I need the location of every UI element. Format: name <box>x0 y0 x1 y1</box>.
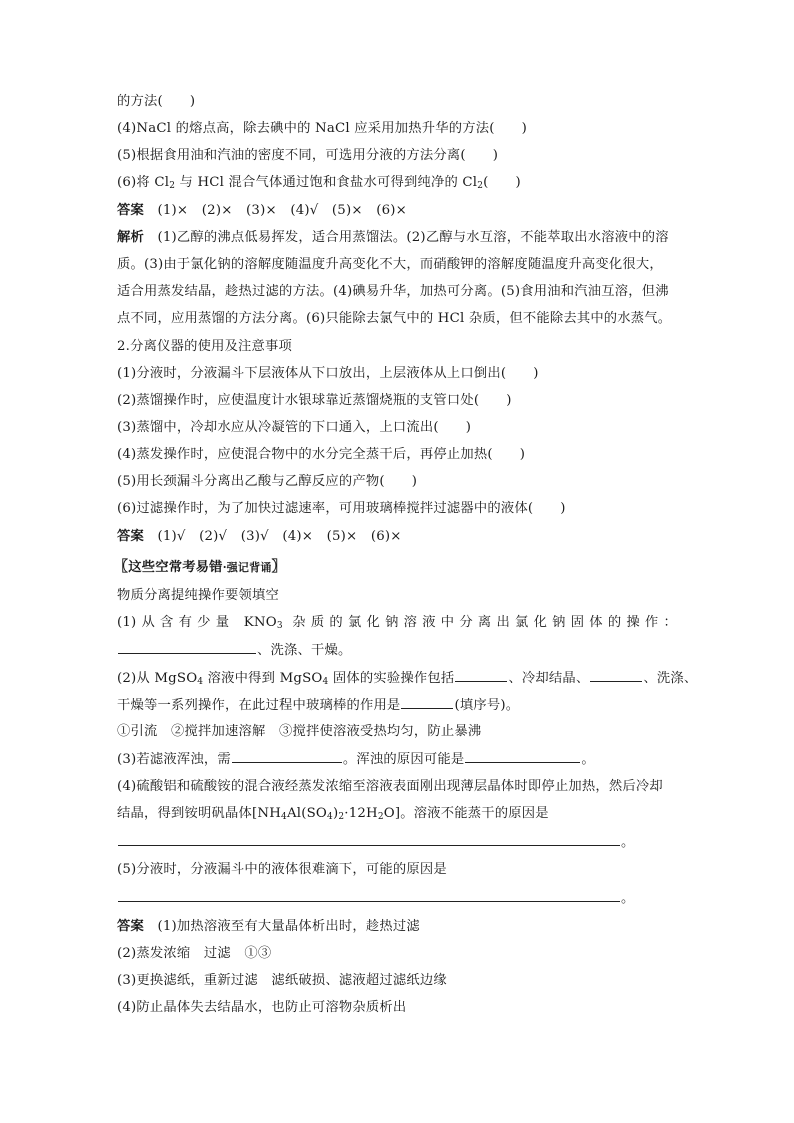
q1-item-6-part-b: 与 HCl 混合气体通过饱和食盐水可得到纯净的 Cl <box>175 175 478 190</box>
q1-item-6-part-a: (6)将 Cl <box>117 175 170 190</box>
q2-item-5: (5)用长颈漏斗分离出乙酸与乙醇反应的产物( ) <box>117 474 418 489</box>
fill-item-3-part-b: 。浑浊的原因可能是 <box>342 752 465 767</box>
q1-line-method: 的方法( ) <box>117 94 196 109</box>
subscript: 4 <box>281 812 287 822</box>
fill-answer-3: (3)更换滤纸，重新过滤 滤纸破损、滤液超过滤纸边缘 <box>117 973 447 988</box>
fill-item-5-line-1: (5)分液时，分液漏斗中的液体很难滴下，可能的原因是 <box>117 862 447 877</box>
fill-item-3-part-a: (3)若滤液浑浊，需 <box>117 752 231 767</box>
subscript: 4 <box>322 677 329 687</box>
section-dot: · <box>222 561 227 574</box>
subscript: 3 <box>276 621 283 631</box>
q1-item-5: (5)根据食用油和汽油的密度不同，可选用分液的方法分离( ) <box>117 148 499 163</box>
q2-answer <box>117 528 402 546</box>
fill-item-1-line-2 <box>117 641 351 660</box>
answer-text: (1)加热溶液至有大量晶体析出时，趁热过滤 <box>157 919 420 934</box>
answer-label: 答案 <box>117 203 144 218</box>
q2-item-1: (1)分液时，分液漏斗下层液体从下口放出，上层液体从上口倒出( ) <box>117 366 539 381</box>
q1-item-6 <box>117 174 521 195</box>
fill-item-3 <box>117 750 595 769</box>
fill-item-5-end: 。 <box>621 891 635 906</box>
q1-analysis-line-1 <box>117 229 669 247</box>
answer-label: 答案 <box>117 919 144 934</box>
fill-item-2-part-d: 、冷却结晶、 <box>508 671 590 686</box>
answer-blank[interactable] <box>118 641 256 654</box>
fill-item-2-part-f: 干燥等一系列操作，在此过程中玻璃棒的作用是 <box>117 698 401 713</box>
fill-item-4-end: 。 <box>621 835 635 850</box>
q2-title: 2.分离仪器的使用及注意事项 <box>117 339 293 354</box>
subscript: 4 <box>197 677 204 687</box>
answer-text: (1)× (2)× (3)× (4)√ (5)× (6)× <box>157 203 407 218</box>
answer-blank[interactable] <box>232 750 342 763</box>
q1-item-4: (4)NaCl 的熔点高，除去碘中的 NaCl 应采用加热升华的方法( ) <box>117 121 527 136</box>
fill-item-4-line-1: (4)硫酸铝和硫酸铵的混合液经蒸发浓缩至溶液表面刚出现薄层晶体时即停止加热，然后冷却 <box>117 779 663 794</box>
analysis-label: 解析 <box>117 230 144 245</box>
bracket-close: 〗 <box>271 559 286 575</box>
section-heading <box>114 558 286 577</box>
fill-item-4-part-b: 结晶，得到铵明矾晶体[NH <box>117 806 281 821</box>
section-subtitle: 强记背诵 <box>226 561 272 574</box>
fill-item-4-part-f: O]。溶液不能蒸干的原因是 <box>383 806 549 821</box>
subscript: 4 <box>327 812 333 822</box>
fill-item-4-line-2 <box>117 805 549 826</box>
fill-item-2-line-1 <box>117 669 697 691</box>
subscript: 2 <box>338 812 345 822</box>
fill-item-5-line-2 <box>117 889 635 908</box>
fill-answer-2: (2)蒸发浓缩 过滤 ①③ <box>117 946 272 961</box>
q2-item-2: (2)蒸馏操作时，应使温度计水银球靠近蒸馏烧瓶的支管口处( ) <box>117 393 512 408</box>
fill-item-1-line-1 <box>117 614 677 635</box>
answer-blank[interactable] <box>118 889 620 902</box>
fill-answer-1 <box>117 918 420 936</box>
fill-item-1-part-c: 、洗涤、干燥。 <box>257 643 352 658</box>
q1-analysis-line-4: 点不同，应用蒸馏的方法分离。(6)只能除去氯气中的 HCl 杂质，但不能除去其中的水蒸气。 <box>117 311 672 326</box>
fill-item-4-part-d: ) <box>332 806 339 821</box>
fill-item-2-part-e: 、洗涤、 <box>643 671 698 686</box>
fill-item-1-part-b: 杂质的氯化钠溶液中分离出氯化钠固体的操作： <box>292 615 677 630</box>
answer-blank[interactable] <box>455 669 507 682</box>
q1-item-6-part-c: ( ) <box>483 175 521 190</box>
fill-item-4-part-c: Al(SO <box>286 806 327 821</box>
fill-item-1-part-a: (1)从含有少量 KNO <box>117 615 277 630</box>
fill-item-2-line-2 <box>117 696 519 715</box>
section-title: 这些空常考易错 <box>128 560 223 575</box>
answer-blank[interactable] <box>465 750 580 763</box>
bracket-open: 〖 <box>114 559 129 575</box>
fill-answer-4: (4)防止晶体失去结晶水，也防止可溶物杂质析出 <box>117 1000 407 1015</box>
fill-item-2-part-a: (2)从 MgSO <box>117 671 198 686</box>
fill-item-2-part-b: 溶液中得到 MgSO <box>203 671 323 686</box>
answer-blank[interactable] <box>590 669 642 682</box>
fill-item-2-part-c: 固体的实验操作包括 <box>328 671 455 686</box>
q1-analysis-line-2: 质。(3)由于氯化钠的溶解度随温度升高变化不大，而硝酸钾的溶解度随温度升高变化很大， <box>117 257 663 272</box>
fill-item-2-part-g: (填序号)。 <box>454 698 520 713</box>
answer-label: 答案 <box>117 529 144 544</box>
fill-heading: 物质分离提纯操作要领填空 <box>117 588 279 603</box>
fill-item-3-part-c: 。 <box>581 752 595 767</box>
q2-item-3: (3)蒸馏中，冷却水应从冷凝管的下口通入，上口流出( ) <box>117 420 472 435</box>
answer-blank[interactable] <box>118 833 620 846</box>
answer-blank[interactable] <box>401 696 453 709</box>
fill-item-4-part-e: ·12H <box>344 806 378 821</box>
q1-analysis-line-3: 适合用蒸发结晶，趁热过滤的方法。(4)碘易升华，加热可分离。(5)食用油和汽油互溶，但沸 <box>117 284 669 299</box>
answer-text: (1)√ (2)√ (3)√ (4)× (5)× (6)× <box>157 529 402 544</box>
q2-item-4: (4)蒸发操作时，应使混合物中的水分完全蒸干后，再停止加热( ) <box>117 447 526 462</box>
q2-item-6: (6)过滤操作时，为了加快过滤速率，可用玻璃棒搅拌过滤器中的液体( ) <box>117 501 566 516</box>
q1-answer <box>117 202 407 220</box>
subscript: 2 <box>477 181 484 191</box>
subscript: 2 <box>169 181 176 191</box>
fill-item-4-line-3 <box>117 833 635 852</box>
subscript: 2 <box>377 812 384 822</box>
fill-item-2-options: ①引流 ②搅拌加速溶解 ③搅拌使溶液受热均匀，防止暴沸 <box>117 724 482 739</box>
analysis-text: (1)乙醇的沸点低易挥发，适合用蒸馏法。(2)乙醇与水互溶，不能萃取出水溶液中的溶 <box>157 230 669 245</box>
